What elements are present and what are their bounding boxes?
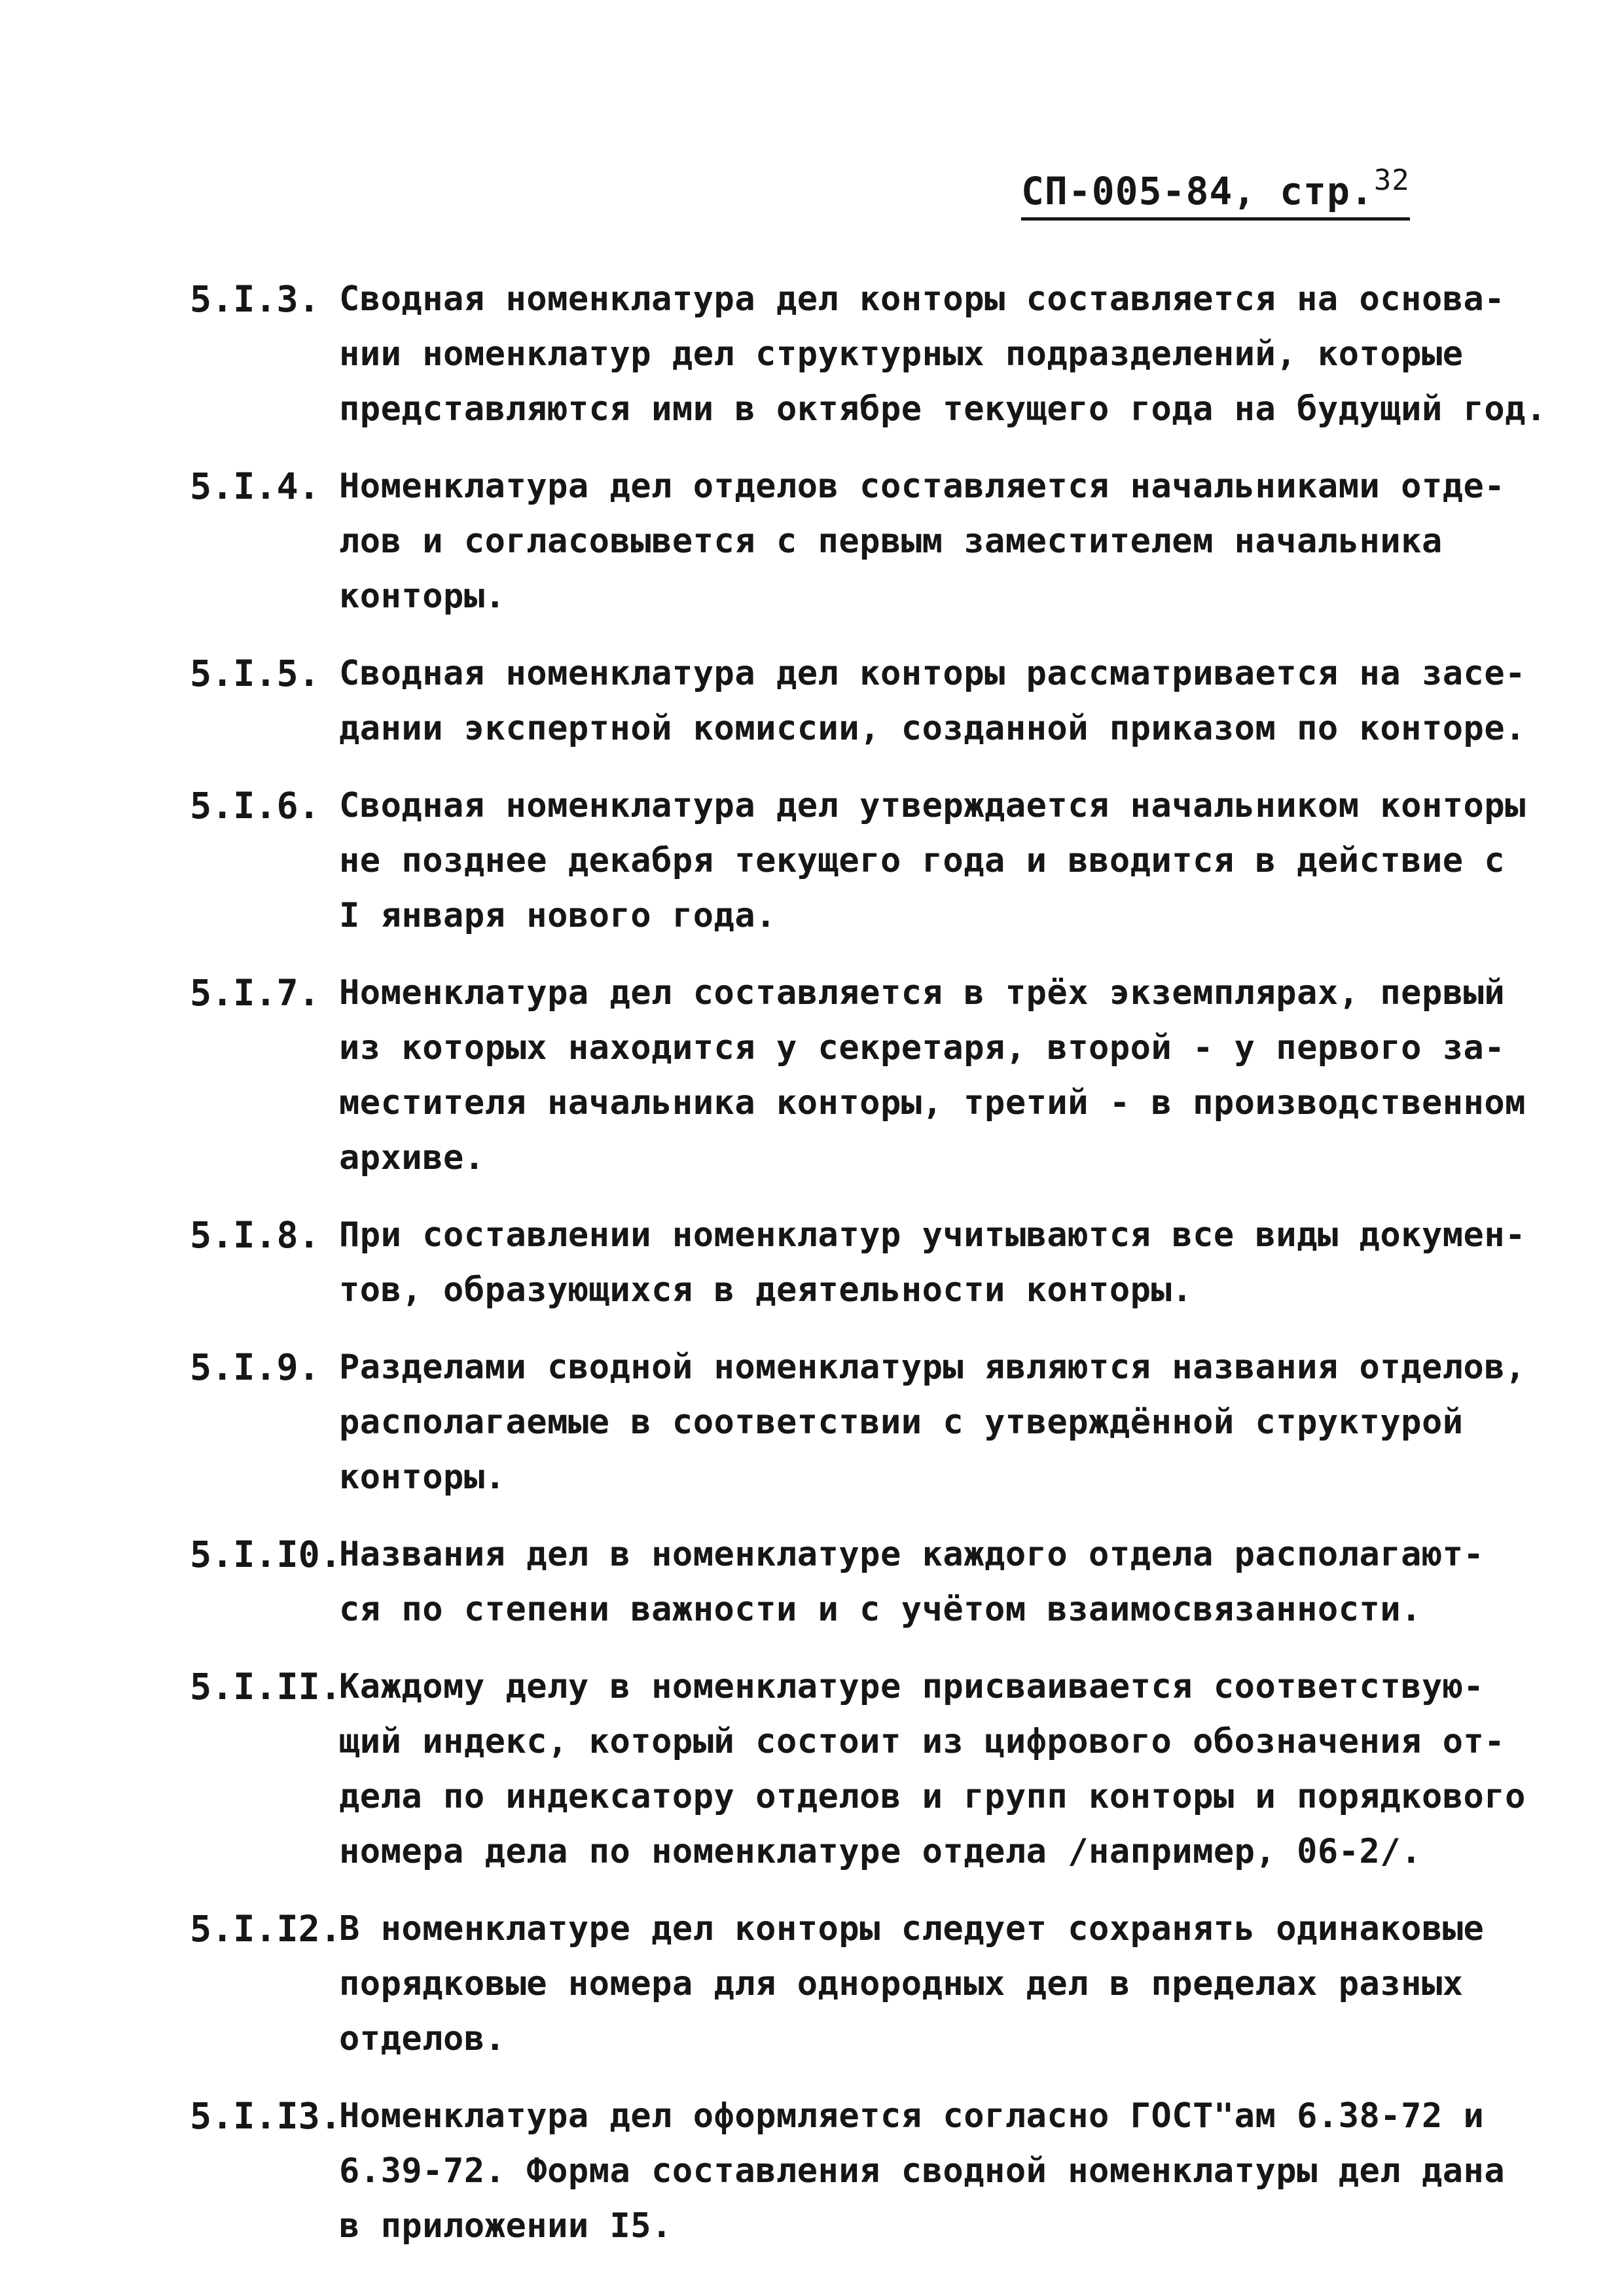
clause-line: Сводная номенклатура дел конторы составляется на основа-	[339, 279, 1506, 319]
document-code-digit: 5	[1138, 169, 1163, 213]
clause-number: 5.I.8.	[190, 1214, 320, 1256]
document-code-tail: -84, стр.	[1162, 169, 1374, 213]
clause-5-1-6	[190, 778, 1532, 943]
clause-line: Разделами сводной номенклатуры являются названия отделов,	[339, 1348, 1526, 1387]
clause-line: конторы.	[339, 1458, 506, 1497]
clause-number: 5.I.9.	[190, 1346, 320, 1388]
clause-line: Номенклатура дел отделов составляется начальниками отде-	[339, 467, 1506, 506]
clause-line: ся по степени важности и с учётом взаимосвязанности.	[339, 1590, 1422, 1629]
clause-5-1-8	[190, 1208, 1532, 1318]
clause-text	[339, 1901, 1532, 2066]
clause-line: Сводная номенклатура дел утверждается начальником конторы	[339, 786, 1526, 825]
clause-line: не позднее декабря текущего года и вводится в действие с	[339, 841, 1506, 880]
clause-number: 5.I.I2.	[190, 1908, 342, 1950]
clause-line: конторы.	[339, 577, 506, 616]
clause-text	[339, 2089, 1532, 2253]
clause-5-1-4	[190, 459, 1532, 624]
clause-line: местителя начальника конторы, третий - в производственном	[339, 1083, 1526, 1122]
clause-line: порядковые номера для однородных дел в пределах разных	[339, 1964, 1464, 2003]
clause-line: Каждому делу в номенклатуре присваивается соответствую-	[339, 1667, 1485, 1706]
clause-line: дании экспертной комиссии, созданной приказом по конторе.	[339, 709, 1526, 748]
clause-line: При составлении номенклатур учитываются все виды докумен-	[339, 1215, 1526, 1255]
clause-number: 5.I.6.	[190, 785, 320, 827]
clause-number: 5.I.I0.	[190, 1534, 342, 1575]
page-header	[1021, 164, 1410, 221]
clause-number: 5.I.I3.	[190, 2095, 342, 2137]
clause-list	[190, 272, 1547, 2276]
clause-5-1-9	[190, 1340, 1532, 1505]
clause-line: располагаемые в соответствии с утверждённой структурой	[339, 1403, 1464, 1442]
clause-line: Сводная номенклатура дел конторы рассматривается на засе-	[339, 654, 1526, 693]
clause-line: лов и согласовывется с первым заместителем начальника	[339, 522, 1443, 561]
clause-number: 5.I.5.	[190, 653, 320, 694]
clause-line: в приложении I5.	[339, 2206, 672, 2246]
clause-line: I января нового года.	[339, 896, 776, 935]
clause-text	[339, 778, 1532, 943]
clause-5-1-10	[190, 1527, 1532, 1637]
clause-number: 5.I.7.	[190, 972, 320, 1014]
clause-line: дела по индексатору отделов и групп конторы и порядкового	[339, 1777, 1526, 1816]
clause-text	[339, 646, 1532, 756]
clause-5-1-5	[190, 646, 1532, 756]
clause-line: представляются ими в октябре текущего года на будущий год.	[339, 389, 1547, 429]
clause-text	[339, 1527, 1532, 1637]
clause-line: щий индекс, который состоит из цифрового обозначения от-	[339, 1722, 1506, 1761]
clause-number: 5.I.3.	[190, 278, 320, 320]
clause-5-1-3	[190, 272, 1547, 437]
clause-text	[339, 272, 1547, 437]
clause-line: отделов.	[339, 2019, 506, 2058]
clause-line: номера дела по номенклатуре отдела /например, 06-2/.	[339, 1832, 1422, 1871]
page-number: 32	[1373, 164, 1410, 197]
clause-line: Номенклатура дел составляется в трёх экземплярах, первый	[339, 973, 1506, 1013]
clause-line: тов, образующихся в деятельности конторы.	[339, 1270, 1193, 1310]
clause-line: 6.39-72. Форма составления сводной номенклатуры дел дана	[339, 2151, 1506, 2191]
clause-text	[339, 1208, 1532, 1318]
clause-number: 5.I.4.	[190, 465, 320, 507]
clause-text	[339, 1340, 1532, 1505]
clause-line: В номенклатуре дел конторы следует сохранять одинаковые	[339, 1909, 1485, 1948]
clause-5-1-11	[190, 1659, 1532, 1879]
clause-line: нии номенклатур дел структурных подразделений, которые	[339, 334, 1464, 374]
clause-text	[339, 459, 1532, 624]
clause-text	[339, 965, 1532, 1185]
clause-line: Номенклатура дел оформляется согласно ГОСТ"ам 6.38-72 и	[339, 2096, 1485, 2136]
clause-5-1-12	[190, 1901, 1532, 2066]
clause-line: из которых находится у секретаря, второй - у первого за-	[339, 1028, 1506, 1067]
clause-number: 5.I.II.	[190, 1666, 342, 1708]
clause-text	[339, 1659, 1532, 1879]
clause-5-1-13	[190, 2089, 1532, 2253]
clause-line: архиве.	[339, 1138, 485, 1177]
clause-line: Названия дел в номенклатуре каждого отдела располагают-	[339, 1535, 1485, 1574]
clause-5-1-7	[190, 965, 1532, 1185]
document-code: СП-00	[1021, 169, 1139, 213]
